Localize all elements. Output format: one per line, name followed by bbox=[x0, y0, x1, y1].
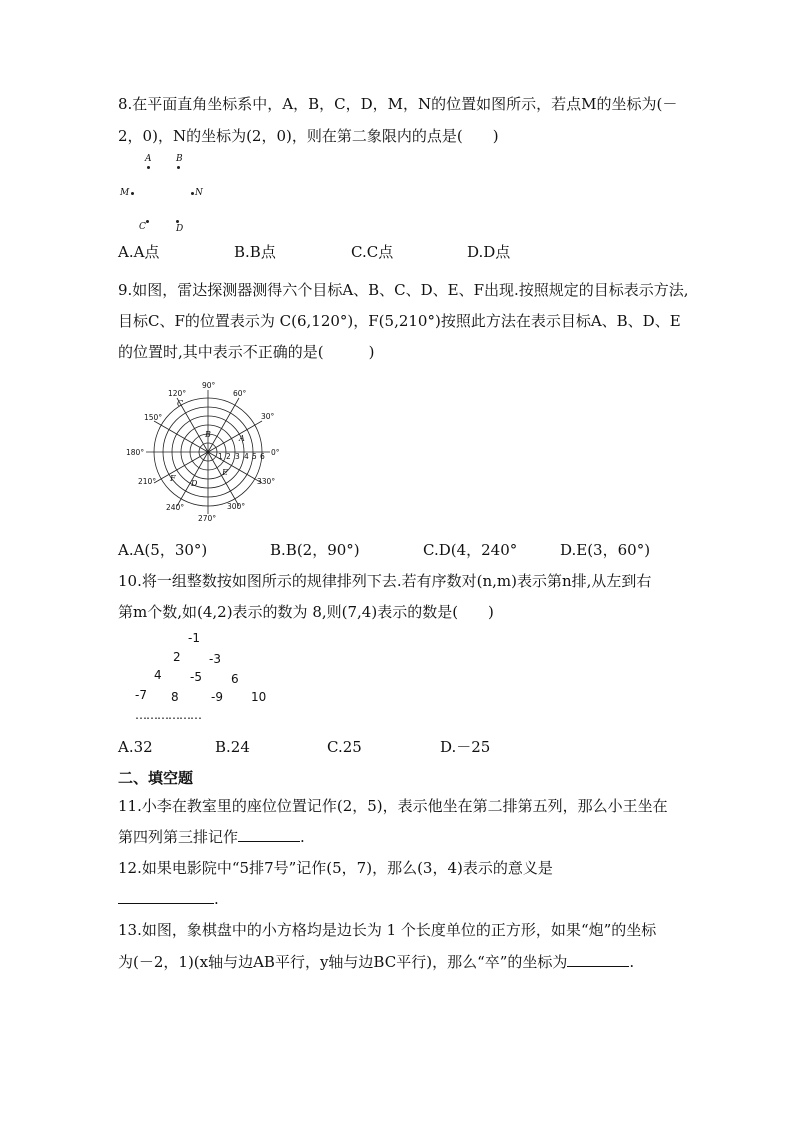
q13-line2-end: . bbox=[629, 953, 635, 971]
target-e: E bbox=[222, 468, 228, 477]
q8-point-b bbox=[177, 166, 180, 169]
q11-line1: 11.小李在教室里的座位位置记作(2，5)，表示他坐在第二排第五列，那么小王坐在 bbox=[118, 797, 668, 815]
ring-4: 4 bbox=[244, 452, 249, 461]
q8-label-a: A bbox=[145, 154, 152, 164]
angle-30: 30° bbox=[261, 412, 275, 421]
q8-option-a: A.A点 bbox=[118, 243, 160, 261]
triangle-r3-n1: 4 bbox=[154, 668, 162, 682]
q11-line2-end: . bbox=[300, 828, 305, 846]
q9-option-b: B.B(2，90°) bbox=[270, 541, 360, 559]
q13-line2 bbox=[118, 952, 634, 972]
q8-point-n bbox=[191, 192, 194, 195]
q13-line2-text: 为(－2，1)(x轴与边AB平行，y轴与边BC平行)，那么“卒”的坐标为 bbox=[118, 953, 568, 971]
triangle-r1-n1: -1 bbox=[188, 631, 200, 645]
q8-line1: 8.在平面直角坐标系中，A，B，C，D，M，N的位置如图所示，若点M的坐标为(－ bbox=[118, 95, 678, 113]
q11-line2-text: 第四列第三排记作 bbox=[118, 828, 239, 846]
q8-option-c: C.C点 bbox=[351, 243, 394, 261]
ring-6: 6 bbox=[260, 452, 265, 461]
angle-330: 330° bbox=[257, 477, 276, 486]
angle-300: 300° bbox=[227, 502, 246, 511]
triangle-r3-n3: 6 bbox=[231, 672, 239, 686]
q9-line3: 的位置时,其中表示不正确的是( ) bbox=[118, 343, 375, 361]
q10-line2: 第m个数,如(4,2)表示的数为 8,则(7,4)表示的数是( ) bbox=[118, 603, 494, 621]
q10-option-d: D.－25 bbox=[440, 738, 491, 756]
triangle-r2-n1: 2 bbox=[173, 650, 181, 664]
q10-option-c: C.25 bbox=[327, 738, 362, 756]
q8-label-n: N bbox=[195, 188, 203, 198]
angle-120: 120° bbox=[168, 389, 187, 398]
q8-line2: 2，0)，N的坐标为(2，0)，则在第二象限内的点是( ) bbox=[118, 127, 499, 145]
target-a: A bbox=[239, 434, 245, 443]
angle-60: 60° bbox=[233, 389, 247, 398]
radar-figure bbox=[118, 376, 288, 524]
q10-option-a: A.32 bbox=[118, 738, 153, 756]
target-f: F bbox=[170, 474, 176, 483]
triangle-dots: ……………… bbox=[135, 708, 201, 722]
q9-line2: 目标C、F的位置表示为 C(6,120°)，F(5,210°)按照此方法在表示目标A、B、D、E bbox=[118, 312, 681, 330]
angle-90: 90° bbox=[202, 381, 216, 390]
q8-point-c bbox=[146, 220, 149, 223]
q12-line1: 12.如果电影院中“5排7号”记作(5，7)，那么(3，4)表示的意义是 bbox=[118, 859, 553, 877]
angle-0: 0° bbox=[271, 448, 280, 457]
q11-answer-blank[interactable] bbox=[238, 827, 300, 842]
angle-210: 210° bbox=[138, 477, 157, 486]
q8-point-m bbox=[131, 192, 134, 195]
q8-label-d: D bbox=[176, 224, 184, 234]
q8-option-d: D.D点 bbox=[467, 243, 511, 261]
q8-label-b: B bbox=[176, 154, 183, 164]
triangle-r3-n2: -5 bbox=[190, 670, 202, 684]
target-b: B bbox=[205, 430, 211, 439]
q8-point-a bbox=[147, 166, 150, 169]
angle-150: 150° bbox=[144, 413, 163, 422]
q13-line1: 13.如图，象棋盘中的小方格均是边长为 1 个长度单位的正方形，如果“炮”的坐标 bbox=[118, 921, 657, 939]
q9-option-a: A.A(5，30°) bbox=[118, 541, 208, 559]
target-c: C bbox=[177, 399, 184, 408]
ring-2: 2 bbox=[226, 452, 231, 461]
section-heading: 二、填空题 bbox=[118, 769, 194, 787]
q8-label-m: M bbox=[120, 188, 130, 198]
q11-line2 bbox=[118, 827, 305, 847]
q10-line1: 10.将一组整数按如图所示的规律排列下去.若有序数对(n,m)表示第n排,从左到右 bbox=[118, 572, 652, 590]
ring-3: 3 bbox=[235, 452, 240, 461]
q12-line2-end: . bbox=[214, 890, 219, 908]
triangle-r4-n2: 8 bbox=[171, 690, 179, 704]
triangle-r4-n3: -9 bbox=[211, 690, 223, 704]
q9-option-c: C.D(4，240° bbox=[423, 541, 518, 559]
q8-label-c: C bbox=[139, 222, 146, 232]
q9-option-d: D.E(3，60°) bbox=[560, 541, 651, 559]
ring-5: 5 bbox=[252, 452, 257, 461]
q9-line1: 9.如图，雷达探测器测得六个目标A、B、C、D、E、F出现.按照规定的目标表示方法, bbox=[118, 281, 689, 299]
q8-point-d bbox=[176, 220, 179, 223]
q12-answer-blank[interactable] bbox=[118, 889, 214, 904]
target-d: D bbox=[191, 479, 198, 488]
angle-240: 240° bbox=[166, 503, 185, 512]
triangle-r4-n4: 10 bbox=[251, 690, 267, 704]
q10-option-b: B.24 bbox=[215, 738, 250, 756]
triangle-r4-n1: -7 bbox=[135, 688, 147, 702]
ring-1: 1 bbox=[218, 452, 223, 461]
q8-option-b: B.B点 bbox=[234, 243, 276, 261]
triangle-r2-n2: -3 bbox=[209, 652, 221, 666]
angle-270: 270° bbox=[198, 514, 217, 523]
q13-answer-blank[interactable] bbox=[567, 952, 629, 967]
angle-180: 180° bbox=[126, 448, 145, 457]
q12-line2 bbox=[118, 889, 219, 909]
